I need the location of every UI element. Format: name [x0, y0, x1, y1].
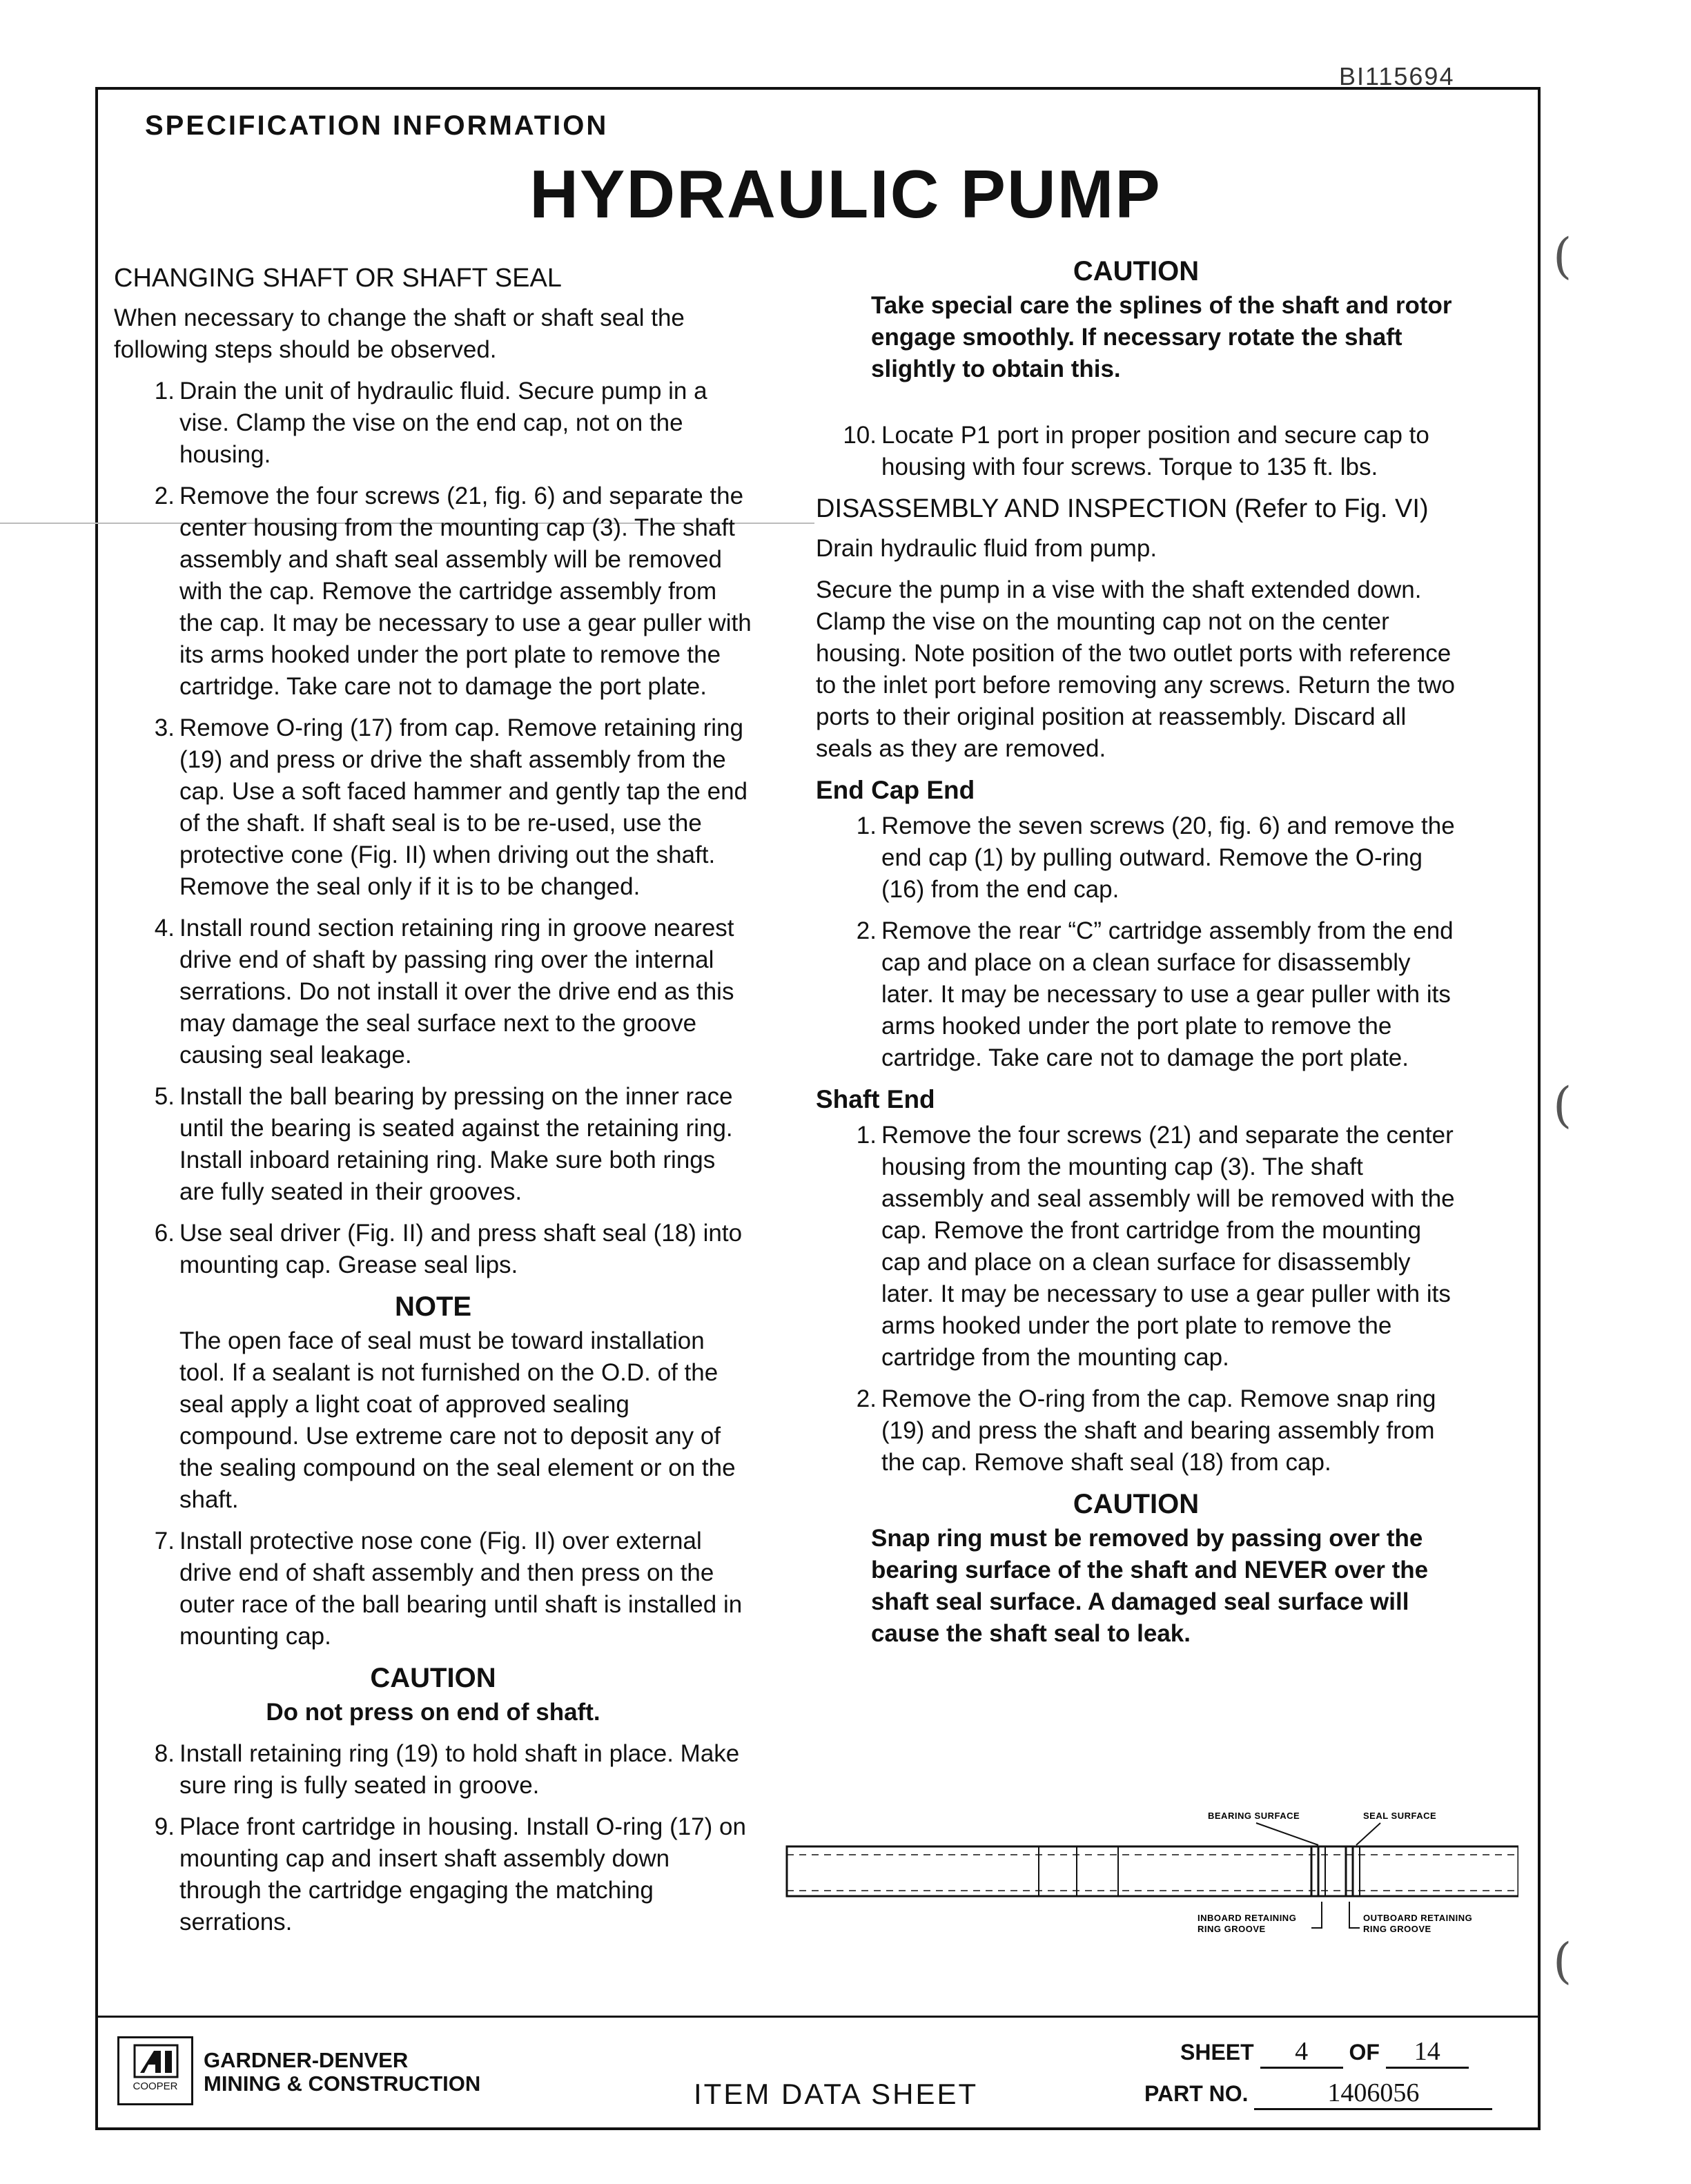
step-number: 3.: [154, 714, 175, 741]
outboard-label: RING GROOVE: [1363, 1924, 1431, 1934]
sheet-label: SHEET: [1180, 2040, 1254, 2065]
shaft-end-heading: Shaft End: [816, 1085, 935, 1113]
step-number: 2.: [856, 1385, 877, 1412]
document-number: BI115694: [1339, 62, 1455, 90]
drain-paragraph: Drain hydraulic fluid from pump.: [816, 535, 1157, 562]
step-number: 1.: [154, 378, 175, 404]
logo-text: COOPER: [133, 2080, 178, 2092]
step-text: Install round section retaining ring in groove nearest drive end of shaft by passing ring over the internal serrations. Do not install it over the drive end as this may damage the seal surface next to the groove causing seal leakage.: [179, 915, 734, 1069]
numbered-step: [114, 913, 752, 1071]
part-label: PART NO.: [1144, 2081, 1249, 2106]
step-number: 2.: [856, 917, 877, 944]
leader-line: [1356, 1823, 1380, 1845]
of-label: OF: [1349, 2040, 1380, 2065]
shaft-body: [787, 1846, 1518, 1896]
step-text: Remove the seven screws (20, fig. 6) and remove the end cap (1) by pulling outward. Remove the O-ring (16) from the end cap.: [881, 812, 1455, 903]
part-number-info: [1144, 2078, 1492, 2110]
binder-mark: (: [1553, 1933, 1572, 1989]
caution-text: Snap ring must be removed by passing over the bearing surface of the shaft and NEVER over the shaft seal surface. A damaged seal surface will cause the shaft seal to leak.: [871, 1525, 1429, 1647]
item-data-sheet-label: ITEM DATA SHEET: [694, 2078, 979, 2110]
steps-list-b: [114, 1525, 752, 1652]
company-line-2: MINING & CONSTRUCTION: [204, 2071, 481, 2096]
bearing-surface-label: BEARING SURFACE: [1208, 1811, 1300, 1821]
step-10-list: [816, 420, 1456, 483]
binder-mark: (: [1553, 1077, 1572, 1133]
note-title: NOTE: [394, 1291, 472, 1322]
step-number: 9.: [154, 1813, 175, 1840]
shaft-end-steps: [816, 1120, 1456, 1479]
company-logo: [117, 2036, 193, 2105]
numbered-step: [114, 712, 752, 903]
numbered-step: [114, 1081, 752, 1208]
disassembly-heading: DISASSEMBLY AND INSPECTION (Refer to Fig. VI): [816, 494, 1429, 523]
numbered-step: [816, 1383, 1456, 1479]
end-cap-heading: End Cap End: [816, 776, 975, 804]
caution-text: Take special care the splines of the shaft and rotor engage smoothly. If necessary rotate the shaft slightly to obtain this.: [871, 292, 1452, 382]
spec-heading: SPECIFICATION INFORMATION: [145, 110, 609, 141]
outboard-label: OUTBOARD RETAINING: [1363, 1913, 1473, 1923]
numbered-step: [114, 1218, 752, 1281]
step-text: Remove the O-ring from the cap. Remove snap ring (19) and press the shaft and bearing assembly from the cap. Remove shaft seal (18) from cap.: [881, 1385, 1436, 1476]
step-text: Drain the unit of hydraulic fluid. Secure pump in a vise. Clamp the vise on the end cap, not on the housing.: [179, 378, 707, 468]
shaft-diagram: [773, 1805, 1518, 1971]
numbered-step: [114, 1525, 752, 1652]
note-text: The open face of seal must be toward installation tool. If a sealant is not furnished on the O.D. of the seal apply a light coat of approved sealing compound. Use extreme care not to deposit any of the sealing compound on the seal element or on the shaft.: [179, 1327, 736, 1513]
company-name: [204, 2049, 480, 2096]
step-text: Remove the four screws (21, fig. 6) and separate the center housing from the mounting cap (3). The shaft assembly and shaft seal assembly will be removed with the cap. Remove the cartridge assembly from the cap. It may be necessary to use a gear puller with its arms hooked under the port plate to remove the cartridge. Take care not to damage the port plate.: [179, 482, 752, 700]
numbered-step: [114, 376, 752, 471]
numbered-step: [114, 480, 752, 703]
sheet-total: 14: [1386, 2036, 1469, 2069]
step-number: 10.: [843, 422, 877, 449]
step-number: 8.: [154, 1740, 175, 1767]
step-text: Place front cartridge in housing. Install O-ring (17) on mounting cap and insert shaft assembly down through the cartridge engaging the matching serrations.: [179, 1813, 746, 1936]
steps-list-a: [114, 376, 752, 1281]
step-text: Install protective nose cone (Fig. II) over external drive end of shaft assembly and then press on the outer race of the ball bearing until shaft is installed in mounting cap.: [179, 1528, 743, 1650]
binder-mark: (: [1553, 228, 1572, 284]
seal-surface-label: SEAL SURFACE: [1363, 1811, 1437, 1821]
caution-title: CAUTION: [370, 1663, 496, 1693]
inboard-label: RING GROOVE: [1198, 1924, 1266, 1934]
sheet-info: [1180, 2036, 1469, 2069]
numbered-step: [816, 915, 1456, 1074]
logo-icon: [133, 2044, 179, 2078]
step-text: Install the ball bearing by pressing on the inner race until the bearing is seated against the retaining ring. Install inboard retaining ring. Make sure both rings are fully seated in their grooves.: [179, 1083, 733, 1205]
step-text: Remove the rear “C” cartridge assembly from the end cap and place on a clean surface for disassembly later. It may be necessary to use a gear puller with its arms hooked under the port plate to remove the cartridge. Take care not to damage the port plate.: [881, 917, 1454, 1071]
caution-text: Do not press on end of shaft.: [266, 1699, 600, 1726]
step-number: 2.: [154, 482, 175, 509]
page-title: HYDRAULIC PUMP: [529, 156, 1162, 232]
leader-line: [1256, 1823, 1318, 1845]
caution-title: CAUTION: [1073, 1489, 1200, 1519]
caution-title: CAUTION: [1073, 256, 1200, 286]
numbered-step: [816, 420, 1456, 483]
company-line-1: GARDNER-DENVER: [204, 2048, 409, 2072]
step-number: 4.: [154, 915, 175, 942]
step-text: Remove O-ring (17) from cap. Remove retaining ring (19) and press or drive the shaft assembly from the cap. Use a soft faced hammer and gently tap the end of the shaft. If shaft seal is to be re-used, use the protective cone (Fig. II) when driving out the shaft. Remove the seal only if it is to be changed.: [179, 714, 747, 900]
footer-divider: [98, 2016, 1538, 2018]
numbered-step: [114, 1738, 752, 1802]
step-number: 1.: [856, 1122, 877, 1149]
step-text: Remove the four screws (21) and separate the center housing from the mounting cap (3). The shaft assembly and seal assembly will be removed with the cap. Remove the front cartridge from the mounting cap and place on a clean surface for disassembly later. It may be necessary to use a gear puller with its arms hooked under the port plate to remove the cartridge from the mounting cap.: [881, 1122, 1455, 1371]
step-text: Locate P1 port in proper position and secure cap to housing with four screws. Torque to 135 ft. lbs.: [881, 422, 1429, 480]
intro-paragraph: When necessary to change the shaft or shaft seal the following steps should be observed.: [114, 304, 685, 363]
step-text: Install retaining ring (19) to hold shaft in place. Make sure ring is fully seated in groove.: [179, 1740, 740, 1799]
step-number: 5.: [154, 1083, 175, 1110]
numbered-step: [114, 1811, 752, 1938]
sheet-number: 4: [1260, 2036, 1343, 2069]
left-column: [114, 262, 752, 1948]
secure-paragraph: Secure the pump in a vise with the shaft extended down. Clamp the vise on the mounting cap not on the center housing. Note position of the two outlet ports with reference to the inlet port before removing any screws. Return the two ports to their original position at reassembly. Discard all seals as they are removed.: [816, 576, 1456, 762]
numbered-step: [816, 1120, 1456, 1374]
inboard-label: INBOARD RETAINING: [1198, 1913, 1297, 1923]
step-number: 7.: [154, 1528, 175, 1554]
outboard-leader: [1349, 1902, 1360, 1928]
step-number: 1.: [856, 812, 877, 839]
end-cap-steps: [816, 810, 1456, 1074]
inboard-leader: [1311, 1902, 1322, 1928]
part-number: 1406056: [1254, 2078, 1492, 2110]
steps-list-c: [114, 1738, 752, 1938]
numbered-step: [816, 810, 1456, 906]
section-heading: CHANGING SHAFT OR SHAFT SEAL: [114, 264, 562, 293]
right-column: [816, 255, 1456, 1650]
step-text: Use seal driver (Fig. II) and press shaft seal (18) into mounting cap. Grease seal lips.: [179, 1220, 743, 1278]
step-number: 6.: [154, 1220, 175, 1247]
